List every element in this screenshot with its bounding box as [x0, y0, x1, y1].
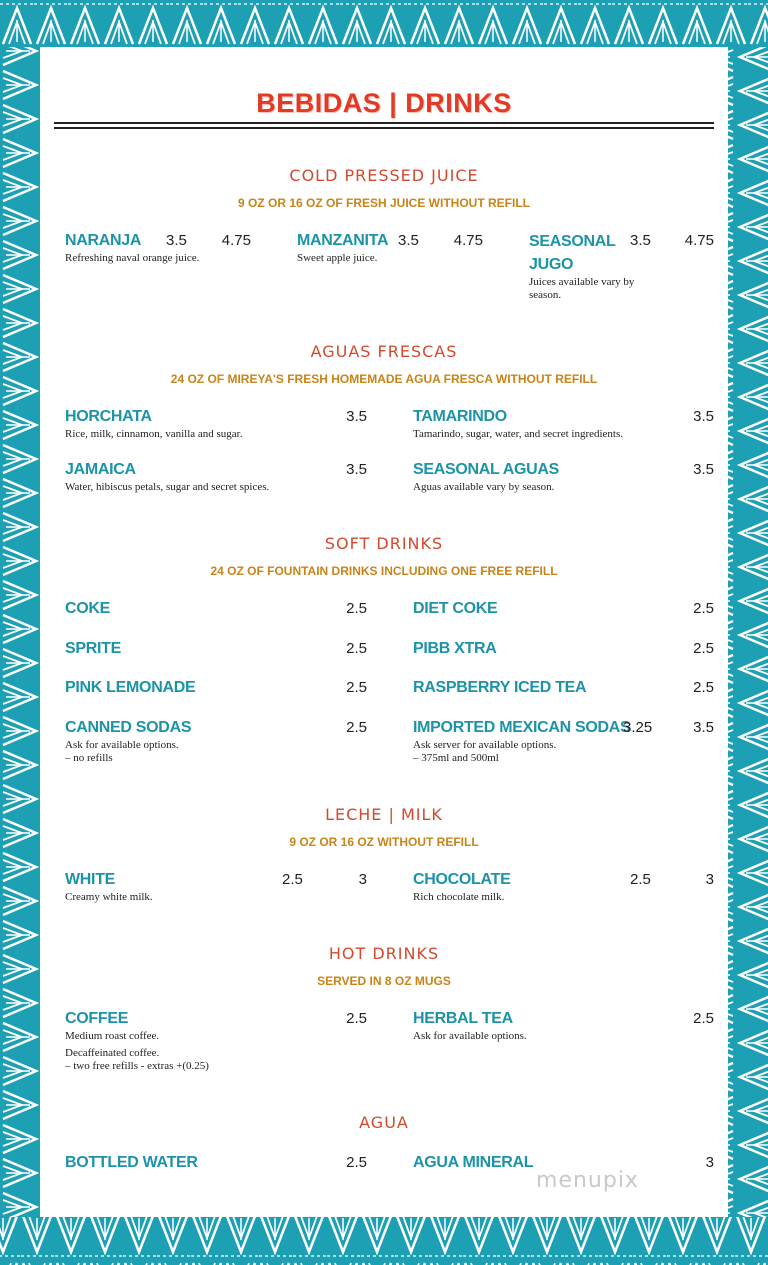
item-name: TAMARINDO [413, 408, 507, 425]
item-price: 3.5 [693, 461, 714, 478]
item-name: AGUA MINERAL [413, 1154, 534, 1171]
item-description: Rich chocolate milk. [413, 891, 505, 903]
item-name: COKE [65, 600, 111, 617]
item-price-large: 3 [705, 871, 714, 888]
item-description: Sweet apple juice. [297, 252, 378, 264]
item-name: CANNED SODAS [65, 719, 192, 736]
item-price-small: 2.5 [630, 871, 651, 888]
item-price: 3.5 [693, 408, 714, 425]
item-name: COFFEE [65, 1010, 129, 1027]
item-name: SEASONAL JUGO [529, 233, 616, 273]
item-description-decaf: Decaffeinated coffee. [65, 1047, 160, 1059]
item-description: Juices available vary by season. [529, 276, 635, 301]
menu-item-manzanita [297, 230, 483, 280]
section-subtitle-hot-drinks: SERVED IN 8 OZ MUGS [317, 974, 451, 988]
menu-item-raspberry-iced-tea [413, 677, 714, 699]
item-name: CHOCOLATE [413, 871, 511, 888]
item-name: PINK LEMONADE [65, 679, 196, 696]
section-title-agua: AGUA [359, 1113, 409, 1132]
item-price: 2.5 [693, 1010, 714, 1027]
item-price: 2.5 [346, 679, 367, 696]
item-name: NARANJA [65, 232, 142, 249]
item-price-large: 4.75 [684, 232, 714, 249]
item-description: Aguas available vary by season. [413, 481, 555, 493]
item-price-large: 4.75 [221, 232, 251, 249]
item-name: SEASONAL AGUAS [413, 461, 560, 478]
item-price-small: 3.5 [166, 232, 187, 249]
item-price-small: 2.5 [282, 871, 303, 888]
item-description: Medium roast coffee. [65, 1030, 160, 1042]
item-price: 3 [705, 1154, 714, 1171]
title-divider-top [54, 122, 714, 124]
section-subtitle-milk: 9 OZ OR 16 OZ WITHOUT REFILL [289, 835, 479, 849]
item-name: MANZANITA [297, 232, 389, 249]
section-title-cold-pressed-juice: COLD PRESSED JUICE [289, 166, 479, 185]
section-title-soft-drinks: SOFT DRINKS [324, 534, 444, 553]
item-description-note: – two free refills - extras +(0.25) [65, 1060, 209, 1072]
item-name: RASPBERRY ICED TEA [413, 679, 587, 696]
title-divider-bottom [54, 127, 714, 129]
menupix-watermark: menupix [536, 1168, 639, 1193]
item-description: Tamarindo, sugar, water, and secret ingredients. [413, 428, 624, 440]
menu-item-horchata [65, 406, 367, 446]
menu-item-naranja [65, 230, 251, 280]
item-description-note: – no refills [65, 752, 113, 764]
item-price-small: 3.5 [398, 232, 419, 249]
item-name: JAMAICA [65, 461, 136, 478]
item-description-note: – 375ml and 500ml [413, 752, 499, 764]
item-price-large: 4.75 [453, 232, 483, 249]
menu-item-jamaica [65, 459, 367, 499]
item-name: HORCHATA [65, 408, 152, 425]
page-title: BEBIDAS | DRINKS [256, 88, 512, 118]
menu-item-chocolate-milk [413, 869, 714, 909]
item-price: 3.5 [346, 408, 367, 425]
menu-item-pink-lemonade [65, 677, 367, 699]
item-name: DIET COKE [413, 600, 498, 617]
item-price: 2.5 [693, 600, 714, 617]
item-description: Ask server for available options. [413, 739, 557, 751]
item-price-small: 3.5 [630, 232, 651, 249]
item-price: 2.5 [693, 679, 714, 696]
item-description: Ask for available options. [65, 739, 179, 751]
item-name: IMPORTED MEXICAN SODAS [413, 719, 631, 736]
item-name: SPRITE [65, 640, 121, 657]
item-description: Refreshing naval orange juice. [65, 252, 200, 264]
menu-item-coffee [65, 1008, 367, 1074]
item-description: Ask for available options. [413, 1030, 527, 1042]
section-title-hot-drinks: HOT DRINKS [328, 944, 440, 963]
item-name: WHITE [65, 871, 116, 888]
menu-item-imported-mexican-sodas [413, 717, 714, 767]
section-subtitle-aguas-frescas: 24 OZ OF MIREYA'S FRESH HOMEMADE AGUA FRESCA WITHOUT REFILL [170, 372, 598, 386]
menu-item-coke [65, 598, 367, 620]
menu-item-seasonal-aguas [413, 459, 714, 499]
menu-item-bottled-water [65, 1152, 367, 1174]
section-title-milk: LECHE | MILK [325, 805, 443, 824]
item-price: 2.5 [693, 640, 714, 657]
menu-item-herbal-tea [413, 1008, 714, 1048]
item-price: 2.5 [346, 640, 367, 657]
item-price: 2.5 [346, 719, 367, 736]
menu-item-seasonal-jugo [529, 230, 714, 305]
item-price: 2.5 [346, 1010, 367, 1027]
menu-item-pibb-xtra [413, 638, 714, 660]
item-name: PIBB XTRA [413, 640, 497, 657]
item-price: 3.5 [346, 461, 367, 478]
item-price: 2.5 [346, 600, 367, 617]
item-description: Water, hibiscus petals, sugar and secret spices. [65, 481, 270, 493]
item-price: 2.5 [346, 1154, 367, 1171]
menu-item-canned-sodas [65, 717, 367, 767]
item-name: HERBAL TEA [413, 1010, 513, 1027]
menu-item-tamarindo [413, 406, 714, 446]
item-price-large: 3.5 [693, 719, 714, 736]
menu-item-white-milk [65, 869, 367, 909]
item-description: Creamy white milk. [65, 891, 153, 903]
menu-item-sprite [65, 638, 367, 660]
item-name: BOTTLED WATER [65, 1154, 198, 1171]
section-subtitle-soft-drinks: 24 OZ OF FOUNTAIN DRINKS INCLUDING ONE FREE REFILL [210, 564, 558, 578]
section-title-aguas-frescas: AGUAS FRESCAS [310, 342, 458, 361]
item-price-large: 3 [358, 871, 367, 888]
item-description: Rice, milk, cinnamon, vanilla and sugar. [65, 428, 243, 440]
item-price-small: 3.25 [623, 719, 653, 736]
section-subtitle-cold-pressed-juice: 9 OZ OR 16 OZ OF FRESH JUICE WITHOUT REFILL [237, 196, 530, 210]
menu-item-diet-coke [413, 598, 714, 620]
